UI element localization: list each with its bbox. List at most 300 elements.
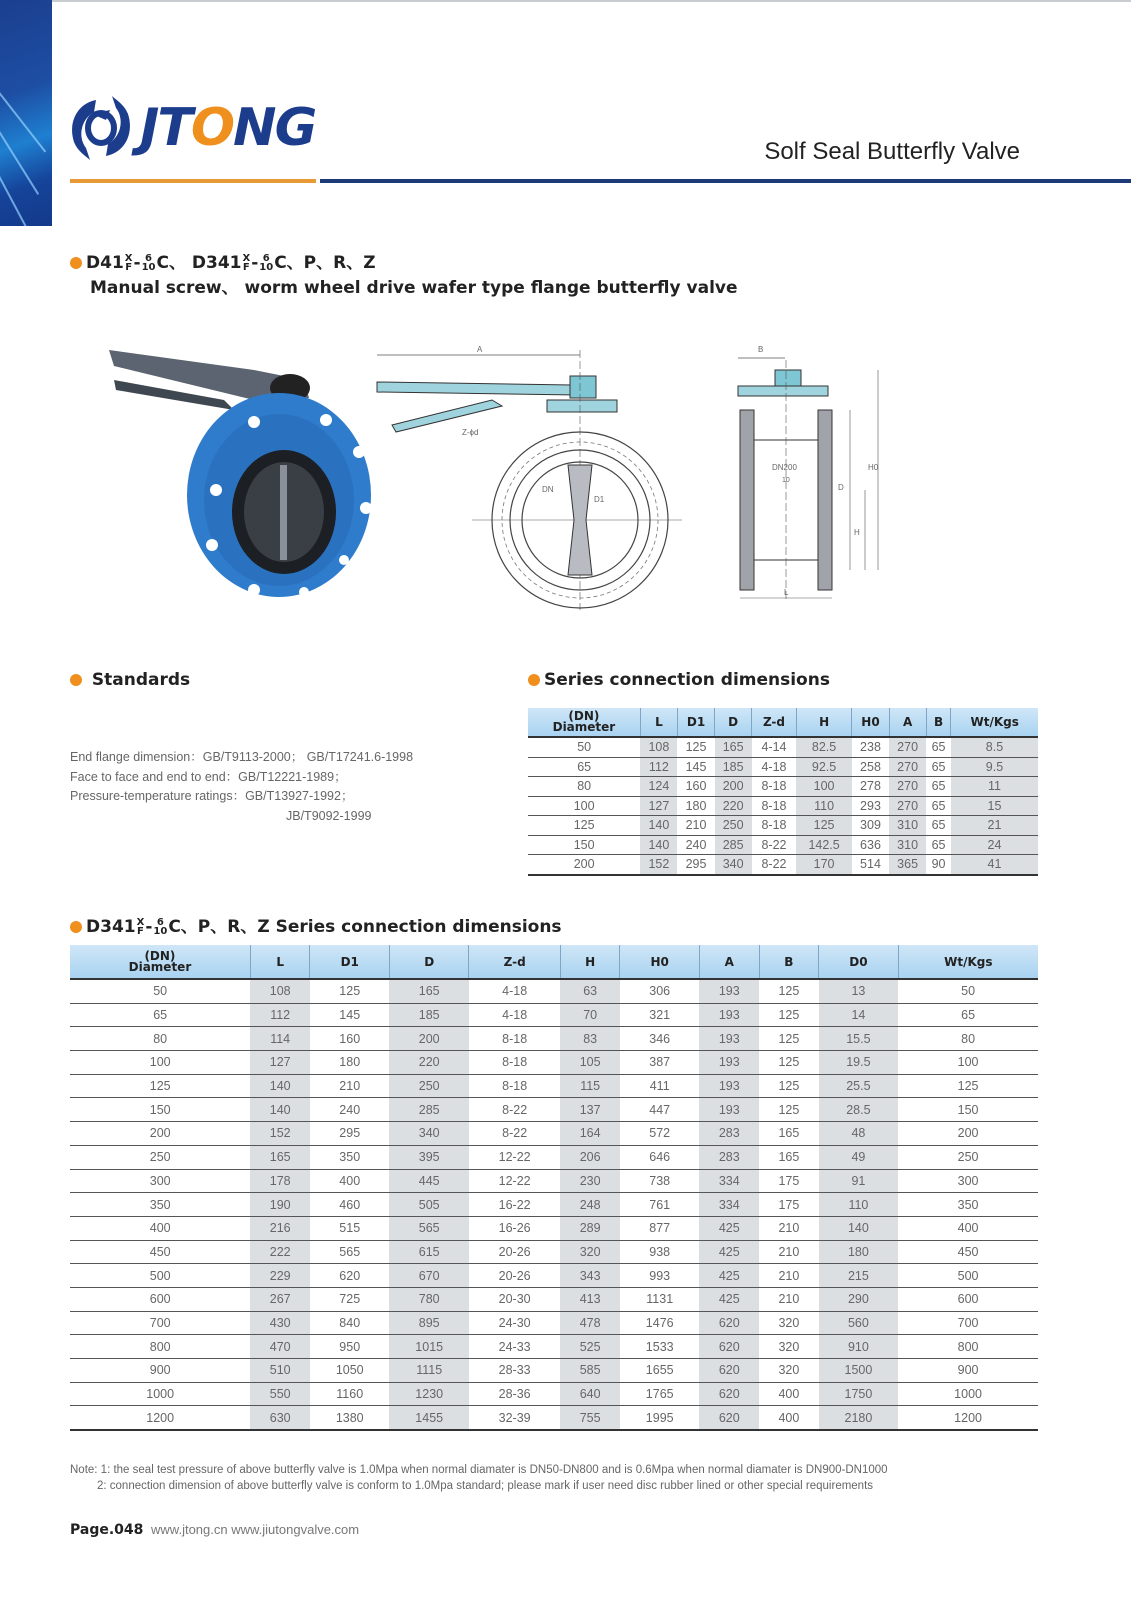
table-cell: 8-18	[469, 1027, 560, 1051]
header-rule-blue	[320, 179, 1131, 183]
table-cell: 65	[926, 816, 951, 836]
table-row	[70, 1335, 1038, 1359]
table-cell: 127	[640, 796, 677, 816]
footer-links[interactable]: www.jtong.cn www.jiutongvalve.com	[151, 1522, 360, 1537]
table-cell: 334	[699, 1169, 759, 1193]
table-cell: 41	[951, 855, 1038, 875]
table-cell: 63	[560, 979, 620, 1003]
table-cell: 993	[620, 1264, 699, 1288]
table-cell: 50	[898, 979, 1038, 1003]
table-cell: 250	[70, 1145, 250, 1169]
table-row	[70, 1074, 1038, 1098]
table-cell: 210	[759, 1240, 819, 1264]
table-cell: 15.5	[819, 1027, 898, 1051]
table-cell: 152	[640, 855, 677, 875]
table-cell: 340	[715, 855, 752, 875]
table-cell: 49	[819, 1145, 898, 1169]
table-cell: 100	[70, 1051, 250, 1075]
column-header: D1	[677, 708, 714, 737]
table-cell: 200	[389, 1027, 468, 1051]
table-cell: 293	[852, 796, 889, 816]
table-cell: 1765	[620, 1382, 699, 1406]
table-cell: 28-36	[469, 1382, 560, 1406]
table-cell: 258	[852, 757, 889, 777]
table-cell: 125	[70, 1074, 250, 1098]
standard-line: Pressure-temperature ratings：GB/T13927-1992；	[70, 789, 354, 803]
table-cell: 8-18	[469, 1051, 560, 1075]
column-header: H	[560, 945, 620, 979]
table-row	[70, 979, 1038, 1003]
table-cell: 1995	[620, 1406, 699, 1430]
table-cell: 1533	[620, 1335, 699, 1359]
table-cell: 82.5	[796, 737, 852, 757]
table-cell: 4-18	[469, 1003, 560, 1027]
table-cell: 670	[389, 1264, 468, 1288]
table-row	[70, 1122, 1038, 1146]
table-cell: 125	[759, 1074, 819, 1098]
series-table-heading: Series connection dimensions	[528, 670, 830, 690]
table-cell: 25.5	[819, 1074, 898, 1098]
table-cell: 395	[389, 1145, 468, 1169]
table-cell: 425	[699, 1287, 759, 1311]
table-cell: 140	[640, 835, 677, 855]
table-cell: 175	[759, 1193, 819, 1217]
dim-label-dn: DN	[542, 485, 554, 494]
table-cell: 65	[898, 1003, 1038, 1027]
table-row	[528, 816, 1038, 836]
table-cell: 150	[898, 1098, 1038, 1122]
table-cell: 309	[852, 816, 889, 836]
label-pn: 10	[782, 477, 790, 484]
page-number: Page.048	[70, 1522, 144, 1538]
table-cell: 50	[70, 979, 250, 1003]
table-cell: 445	[389, 1169, 468, 1193]
table-cell: 430	[250, 1311, 310, 1335]
table-cell: 175	[759, 1169, 819, 1193]
diameter-header-line: Diameter	[128, 959, 192, 974]
table-cell: 8-18	[752, 816, 797, 836]
table-cell: 137	[560, 1098, 620, 1122]
document-title: Solf Seal Butterfly Valve	[764, 138, 1020, 165]
table-cell: 295	[677, 855, 714, 875]
table-cell: 190	[250, 1193, 310, 1217]
table-cell: 620	[699, 1359, 759, 1383]
table-cell: 210	[759, 1287, 819, 1311]
table-cell: 210	[310, 1074, 389, 1098]
table-cell: 300	[898, 1169, 1038, 1193]
table-cell: 505	[389, 1193, 468, 1217]
table-cell: 8-22	[752, 855, 797, 875]
table-cell: 125	[677, 737, 714, 757]
table-cell: 620	[699, 1335, 759, 1359]
table-cell: 1230	[389, 1382, 468, 1406]
table-cell: 1000	[70, 1382, 250, 1406]
table-cell: 289	[560, 1216, 620, 1240]
table-cell: 1500	[819, 1359, 898, 1383]
table-cell: 910	[819, 1335, 898, 1359]
column-header: B	[759, 945, 819, 979]
table-cell: 193	[699, 1051, 759, 1075]
table-cell: 185	[715, 757, 752, 777]
footer	[70, 1522, 359, 1538]
dim-label-d: D	[838, 483, 844, 492]
table-cell: 165	[250, 1145, 310, 1169]
table-cell: 65	[70, 1003, 250, 1027]
dim-label-h: H	[854, 528, 860, 537]
table-cell: 350	[70, 1193, 250, 1217]
standards-heading: Standards	[70, 670, 190, 690]
table-cell: 240	[677, 835, 714, 855]
table-cell: 950	[310, 1335, 389, 1359]
table-cell: 4-18	[469, 979, 560, 1003]
table-cell: 615	[389, 1240, 468, 1264]
table-cell: 112	[250, 1003, 310, 1027]
table-cell: 646	[620, 1145, 699, 1169]
table-cell: 1455	[389, 1406, 468, 1430]
table-cell: 620	[699, 1406, 759, 1430]
table-cell: 761	[620, 1193, 699, 1217]
corner-decoration	[0, 0, 52, 226]
table-cell: 28-33	[469, 1359, 560, 1383]
label-dn200: DN200	[772, 463, 797, 472]
table-cell: 400	[310, 1169, 389, 1193]
table-cell: 65	[926, 757, 951, 777]
table-row	[528, 757, 1038, 777]
table-cell: 1000	[898, 1382, 1038, 1406]
table-cell: 200	[528, 855, 640, 875]
table-row	[70, 1169, 1038, 1193]
table-cell: 229	[250, 1264, 310, 1288]
table-cell: 413	[560, 1287, 620, 1311]
table-cell: 200	[898, 1122, 1038, 1146]
table-cell: 343	[560, 1264, 620, 1288]
d341-dimensions-table	[70, 945, 1038, 1431]
table-cell: 425	[699, 1240, 759, 1264]
column-header: A	[889, 708, 926, 737]
diameter-header-line: (DN)	[568, 709, 600, 723]
table-cell: 92.5	[796, 757, 852, 777]
valve-photo	[104, 340, 384, 610]
front-view-drawing	[372, 340, 702, 610]
table-cell: 895	[389, 1311, 468, 1335]
table-cell: 400	[70, 1216, 250, 1240]
table-cell: 145	[310, 1003, 389, 1027]
table-cell: 620	[310, 1264, 389, 1288]
table-cell: 755	[560, 1406, 620, 1430]
table-row	[70, 1287, 1038, 1311]
table-cell: 112	[640, 757, 677, 777]
table-cell: 320	[759, 1359, 819, 1383]
table-cell: 160	[310, 1027, 389, 1051]
table-cell: 152	[250, 1122, 310, 1146]
table-cell: 83	[560, 1027, 620, 1051]
table-cell: 125	[759, 1027, 819, 1051]
table-cell: 1115	[389, 1359, 468, 1383]
column-header: D1	[310, 945, 389, 979]
table-cell: 140	[250, 1074, 310, 1098]
table-cell: 20-26	[469, 1264, 560, 1288]
table-cell: 125	[528, 816, 640, 836]
table-cell: 28.5	[819, 1098, 898, 1122]
table-cell: 20-26	[469, 1240, 560, 1264]
header-rule-orange	[70, 179, 316, 183]
table-row	[70, 1359, 1038, 1383]
dim-label-b: B	[758, 345, 764, 354]
table-cell: 8.5	[951, 737, 1038, 757]
table-cell: 200	[70, 1122, 250, 1146]
table-cell: 215	[819, 1264, 898, 1288]
table-row	[528, 855, 1038, 875]
dim-label-d1: D1	[594, 495, 605, 504]
table-cell: 283	[699, 1122, 759, 1146]
notes	[70, 1462, 888, 1494]
table-cell: 210	[677, 816, 714, 836]
column-header: D	[389, 945, 468, 979]
table-cell: 170	[796, 855, 852, 875]
table-cell: 500	[898, 1264, 1038, 1288]
standard-line: End flange dimension：GB/T9113-2000； GB/T17241.6-1998	[70, 750, 414, 764]
table-cell: 1200	[70, 1406, 250, 1430]
table-cell: 70	[560, 1003, 620, 1027]
table-cell: 11	[951, 777, 1038, 797]
table-cell: 1050	[310, 1359, 389, 1383]
table-cell: 206	[560, 1145, 620, 1169]
table-cell: 572	[620, 1122, 699, 1146]
table-row	[70, 1216, 1038, 1240]
table-row	[70, 1406, 1038, 1430]
table-cell: 250	[389, 1074, 468, 1098]
table-cell: 400	[759, 1382, 819, 1406]
table-cell: 321	[620, 1003, 699, 1027]
table-cell: 640	[560, 1382, 620, 1406]
table-cell: 108	[250, 979, 310, 1003]
table-cell: 515	[310, 1216, 389, 1240]
table-cell: 193	[699, 1003, 759, 1027]
table-cell: 938	[620, 1240, 699, 1264]
table-cell: 295	[310, 1122, 389, 1146]
column-header-diameter	[70, 945, 250, 979]
table-cell: 470	[250, 1335, 310, 1359]
column-header: A	[699, 945, 759, 979]
table-cell: 2180	[819, 1406, 898, 1430]
table-cell: 125	[898, 1074, 1038, 1098]
table-cell: 250	[898, 1145, 1038, 1169]
table-cell: 140	[250, 1098, 310, 1122]
table-cell: 150	[528, 835, 640, 855]
table-cell: 9.5	[951, 757, 1038, 777]
table-cell: 387	[620, 1051, 699, 1075]
table-cell: 1015	[389, 1335, 468, 1359]
table-cell: 620	[699, 1311, 759, 1335]
table-cell: 525	[560, 1335, 620, 1359]
table-cell: 278	[852, 777, 889, 797]
table-cell: 16-26	[469, 1216, 560, 1240]
table-cell: 125	[310, 979, 389, 1003]
table-cell: 80	[898, 1027, 1038, 1051]
table-row	[528, 777, 1038, 797]
table-cell: 700	[898, 1311, 1038, 1335]
table-cell: 65	[926, 737, 951, 757]
table-cell: 125	[759, 979, 819, 1003]
table-cell: 24-30	[469, 1311, 560, 1335]
table-cell: 145	[677, 757, 714, 777]
column-header: B	[926, 708, 951, 737]
table-cell: 4-14	[752, 737, 797, 757]
column-header: Z-d	[469, 945, 560, 979]
table-cell: 900	[898, 1359, 1038, 1383]
table-cell: 620	[699, 1382, 759, 1406]
table-cell: 636	[852, 835, 889, 855]
table-cell: 90	[926, 855, 951, 875]
table-cell: 877	[620, 1216, 699, 1240]
table-cell: 285	[389, 1098, 468, 1122]
table-cell: 32-39	[469, 1406, 560, 1430]
table-cell: 550	[250, 1382, 310, 1406]
bullet-icon	[70, 674, 82, 686]
top-border	[0, 0, 1131, 2]
table-cell: 346	[620, 1027, 699, 1051]
table-cell: 193	[699, 1027, 759, 1051]
table-cell: 165	[759, 1145, 819, 1169]
table-cell: 216	[250, 1216, 310, 1240]
dim-label-h0: H0	[868, 463, 879, 472]
table-cell: 165	[715, 737, 752, 757]
table-cell: 270	[889, 777, 926, 797]
diameter-header-line: (DN)	[144, 948, 176, 963]
dim-label-zd: Z-ϕd	[462, 428, 479, 437]
table-cell: 565	[310, 1240, 389, 1264]
table-cell: 800	[70, 1335, 250, 1359]
table-cell: 270	[889, 757, 926, 777]
table-cell: 65	[528, 757, 640, 777]
table-cell: 306	[620, 979, 699, 1003]
product-description: Manual screw、 worm wheel drive wafer type flange butterfly valve	[90, 278, 738, 298]
table-row	[70, 1264, 1038, 1288]
table-cell: 124	[640, 777, 677, 797]
table-cell: 140	[640, 816, 677, 836]
table-cell: 105	[560, 1051, 620, 1075]
dim-label-l: L	[784, 588, 789, 597]
table-cell: 80	[528, 777, 640, 797]
table-cell: 248	[560, 1193, 620, 1217]
diameter-header-line: Diameter	[552, 720, 616, 734]
table-cell: 585	[560, 1359, 620, 1383]
column-header-diameter	[528, 708, 640, 737]
table-cell: 560	[819, 1311, 898, 1335]
table-cell: 48	[819, 1122, 898, 1146]
table-cell: 21	[951, 816, 1038, 836]
table-cell: 165	[759, 1122, 819, 1146]
table-cell: 290	[819, 1287, 898, 1311]
table-cell: 50	[528, 737, 640, 757]
table-cell: 270	[889, 737, 926, 757]
note-line-1: Note: 1: the seal test pressure of above butterfly valve is 1.0Mpa when normal diamater is DN50-DN800 and is 0.6Mpa when normal diamater is DN900-DN1000	[70, 1464, 888, 1476]
table-cell: 178	[250, 1169, 310, 1193]
table-cell: 283	[699, 1145, 759, 1169]
table-cell: 100	[898, 1051, 1038, 1075]
table-cell: 240	[310, 1098, 389, 1122]
column-header: Wt/Kgs	[951, 708, 1038, 737]
table-cell: 310	[889, 816, 926, 836]
table-cell: 24-33	[469, 1335, 560, 1359]
table-cell: 565	[389, 1216, 468, 1240]
table-cell: 125	[796, 816, 852, 836]
table-row	[70, 1003, 1038, 1027]
table-cell: 1380	[310, 1406, 389, 1430]
table-cell: 125	[759, 1051, 819, 1075]
table-cell: 15	[951, 796, 1038, 816]
table-cell: 115	[560, 1074, 620, 1098]
table-cell: 600	[898, 1287, 1038, 1311]
table-cell: 180	[819, 1240, 898, 1264]
table-cell: 700	[70, 1311, 250, 1335]
table-row	[528, 796, 1038, 816]
table-row	[528, 737, 1038, 757]
table-cell: 8-22	[469, 1098, 560, 1122]
standard-line: Face to face and end to end：GB/T12221-1989；	[70, 769, 347, 784]
table-cell: 164	[560, 1122, 620, 1146]
table-cell: 193	[699, 1098, 759, 1122]
table-cell: 350	[898, 1193, 1038, 1217]
table-cell: 13	[819, 979, 898, 1003]
table-cell: 100	[796, 777, 852, 797]
column-header: D0	[819, 945, 898, 979]
table-cell: 738	[620, 1169, 699, 1193]
note-line-2: 2: connection dimension of above butterfly valve is conform to 1.0Mpa standard; please mark if user need disc rubber lined or other special requirements	[97, 1480, 874, 1492]
table-cell: 8-18	[752, 777, 797, 797]
table-cell: 160	[677, 777, 714, 797]
table-cell: 142.5	[796, 835, 852, 855]
table-cell: 65	[926, 796, 951, 816]
table-cell: 514	[852, 855, 889, 875]
table-cell: 450	[70, 1240, 250, 1264]
side-view-drawing	[730, 340, 900, 610]
table-cell: 478	[560, 1311, 620, 1335]
table-cell: 510	[250, 1359, 310, 1383]
table-cell: 320	[759, 1335, 819, 1359]
table-row	[70, 1145, 1038, 1169]
table-cell: 110	[819, 1193, 898, 1217]
table-cell: 12-22	[469, 1145, 560, 1169]
table-row	[70, 1193, 1038, 1217]
table-cell: 450	[898, 1240, 1038, 1264]
table-cell: 425	[699, 1264, 759, 1288]
table-cell: 425	[699, 1216, 759, 1240]
table-cell: 165	[389, 979, 468, 1003]
table-cell: 91	[819, 1169, 898, 1193]
table-cell: 8-18	[752, 796, 797, 816]
table-cell: 310	[889, 835, 926, 855]
table-cell: 180	[677, 796, 714, 816]
table-cell: 300	[70, 1169, 250, 1193]
table-cell: 193	[699, 979, 759, 1003]
table-cell: 447	[620, 1098, 699, 1122]
table-cell: 150	[70, 1098, 250, 1122]
table-cell: 1160	[310, 1382, 389, 1406]
standards-list	[70, 748, 413, 826]
table-cell: 65	[926, 835, 951, 855]
table-cell: 500	[70, 1264, 250, 1288]
table-row	[70, 1027, 1038, 1051]
table-cell: 400	[759, 1406, 819, 1430]
table-cell: 320	[560, 1240, 620, 1264]
column-header: H	[796, 708, 852, 737]
table-cell: 350	[310, 1145, 389, 1169]
table-cell: 4-18	[752, 757, 797, 777]
table-cell: 12-22	[469, 1169, 560, 1193]
table-cell: 80	[70, 1027, 250, 1051]
column-header: H0	[852, 708, 889, 737]
